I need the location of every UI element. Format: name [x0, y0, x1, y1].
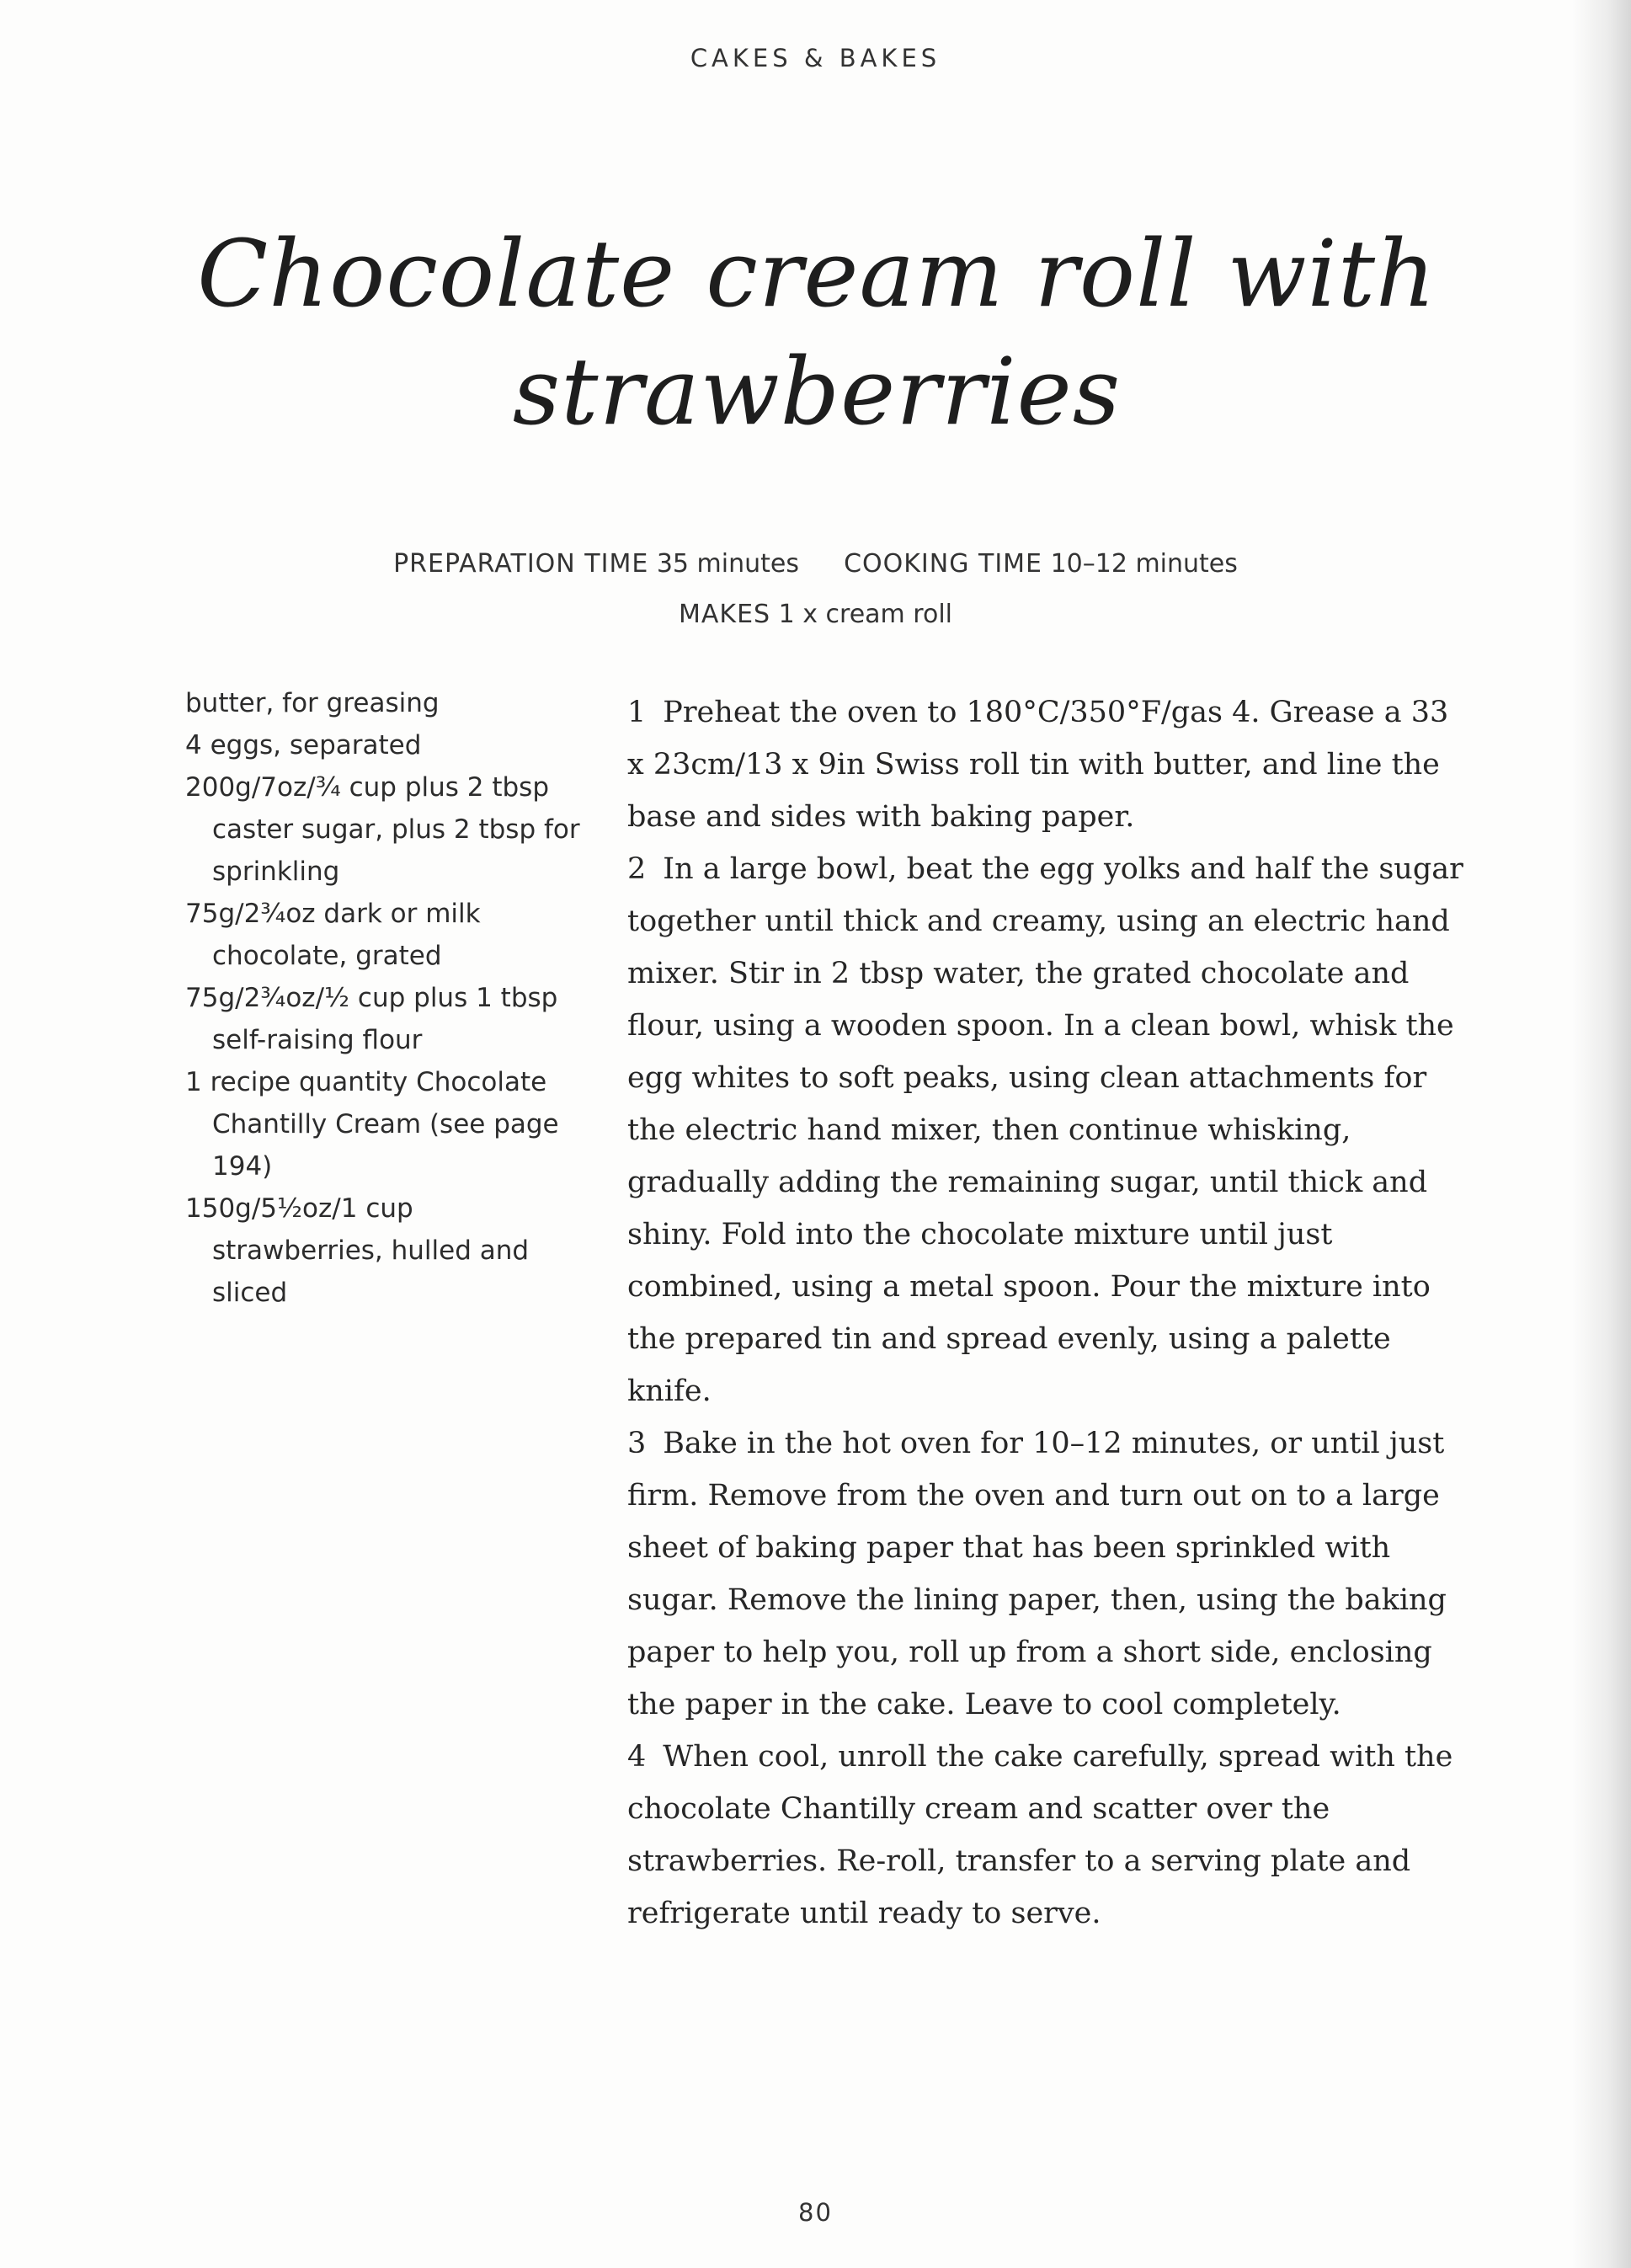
step-number: 2 — [627, 852, 647, 886]
step-number: 3 — [627, 1427, 647, 1460]
method-step — [627, 1417, 1465, 1731]
ingredient-item: 4 eggs, separated — [185, 730, 422, 760]
time-line — [0, 539, 1631, 590]
page-number: 80 — [798, 2198, 833, 2227]
yield-line — [0, 590, 1631, 640]
ingredients-list — [185, 682, 581, 1314]
ingredient-item: butter, for greasing — [185, 688, 440, 718]
prep-time-value: 35 minutes — [656, 549, 799, 579]
ingredient-item: 200g/7oz/¾ cup plus 2 tbsp caster sugar, plus 2 tbsp for sprinkling — [185, 772, 580, 887]
makes-value: 1 x cream roll — [778, 600, 952, 629]
step-number: 1 — [627, 696, 647, 729]
step-text: Bake in the hot oven for 10–12 minutes, or until just firm. Remove from the oven and turn out on to a large sheet of baking paper that has been sprinkled with sugar. Remove the lining paper, then, using the baking paper to help you, roll up from a short side, enclosing the paper in the cake. Leave to cool completely. — [627, 1427, 1447, 1721]
method-step — [627, 1731, 1465, 1940]
ingredient-item: 75g/2¾oz dark or milk chocolate, grated — [185, 899, 481, 971]
cook-time-value: 10–12 minutes — [1050, 549, 1238, 579]
ingredient-item: 1 recipe quantity Chocolate Chantilly Cream (see page 194) — [185, 1067, 559, 1182]
step-text: When cool, unroll the cake carefully, spread with the chocolate Chantilly cream and scatter over the strawberries. Re-roll, transfer to a serving plate and refrigerate until ready to serve. — [627, 1740, 1453, 1930]
method-steps — [627, 686, 1465, 1940]
recipe-title: Chocolate cream roll with strawberries — [197, 220, 1436, 446]
ingredient-item: 150g/5½oz/1 cup strawberries, hulled and sliced — [185, 1193, 530, 1308]
recipe-meta — [0, 539, 1631, 640]
step-text: Preheat the oven to 180°C/350°F/gas 4. Grease a 33 x 23cm/13 x 9in Swiss roll tin with butter, and line the base and sides with baking paper. — [627, 696, 1449, 834]
makes-label: MAKES — [678, 600, 771, 629]
step-text: In a large bowl, beat the egg yolks and half the sugar together until thick and creamy, using an electric hand mixer. Stir in 2 tbsp water, the grated chocolate and flour, using a wooden spoon. In a clean bowl, whisk the egg whites to soft peaks, using clean attachments for the electric hand mixer, then continue whisking, gradually adding the remaining sugar, until thick and shiny. Fold into the chocolate mixture until just combined, using a metal spoon. Pour the mixture into the prepared tin and spread evenly, using a palette knife. — [627, 852, 1463, 1408]
page-edge-shadow — [1572, 0, 1631, 2268]
running-head: CAKES & BAKES — [690, 44, 941, 72]
method-step — [627, 686, 1465, 843]
cook-time-label: COOKING TIME — [844, 549, 1043, 579]
ingredient-item: 75g/2¾oz/½ cup plus 1 tbsp self-raising flour — [185, 983, 558, 1055]
prep-time-label: PREPARATION TIME — [393, 549, 649, 579]
method-step — [627, 843, 1465, 1417]
step-number: 4 — [627, 1740, 647, 1774]
